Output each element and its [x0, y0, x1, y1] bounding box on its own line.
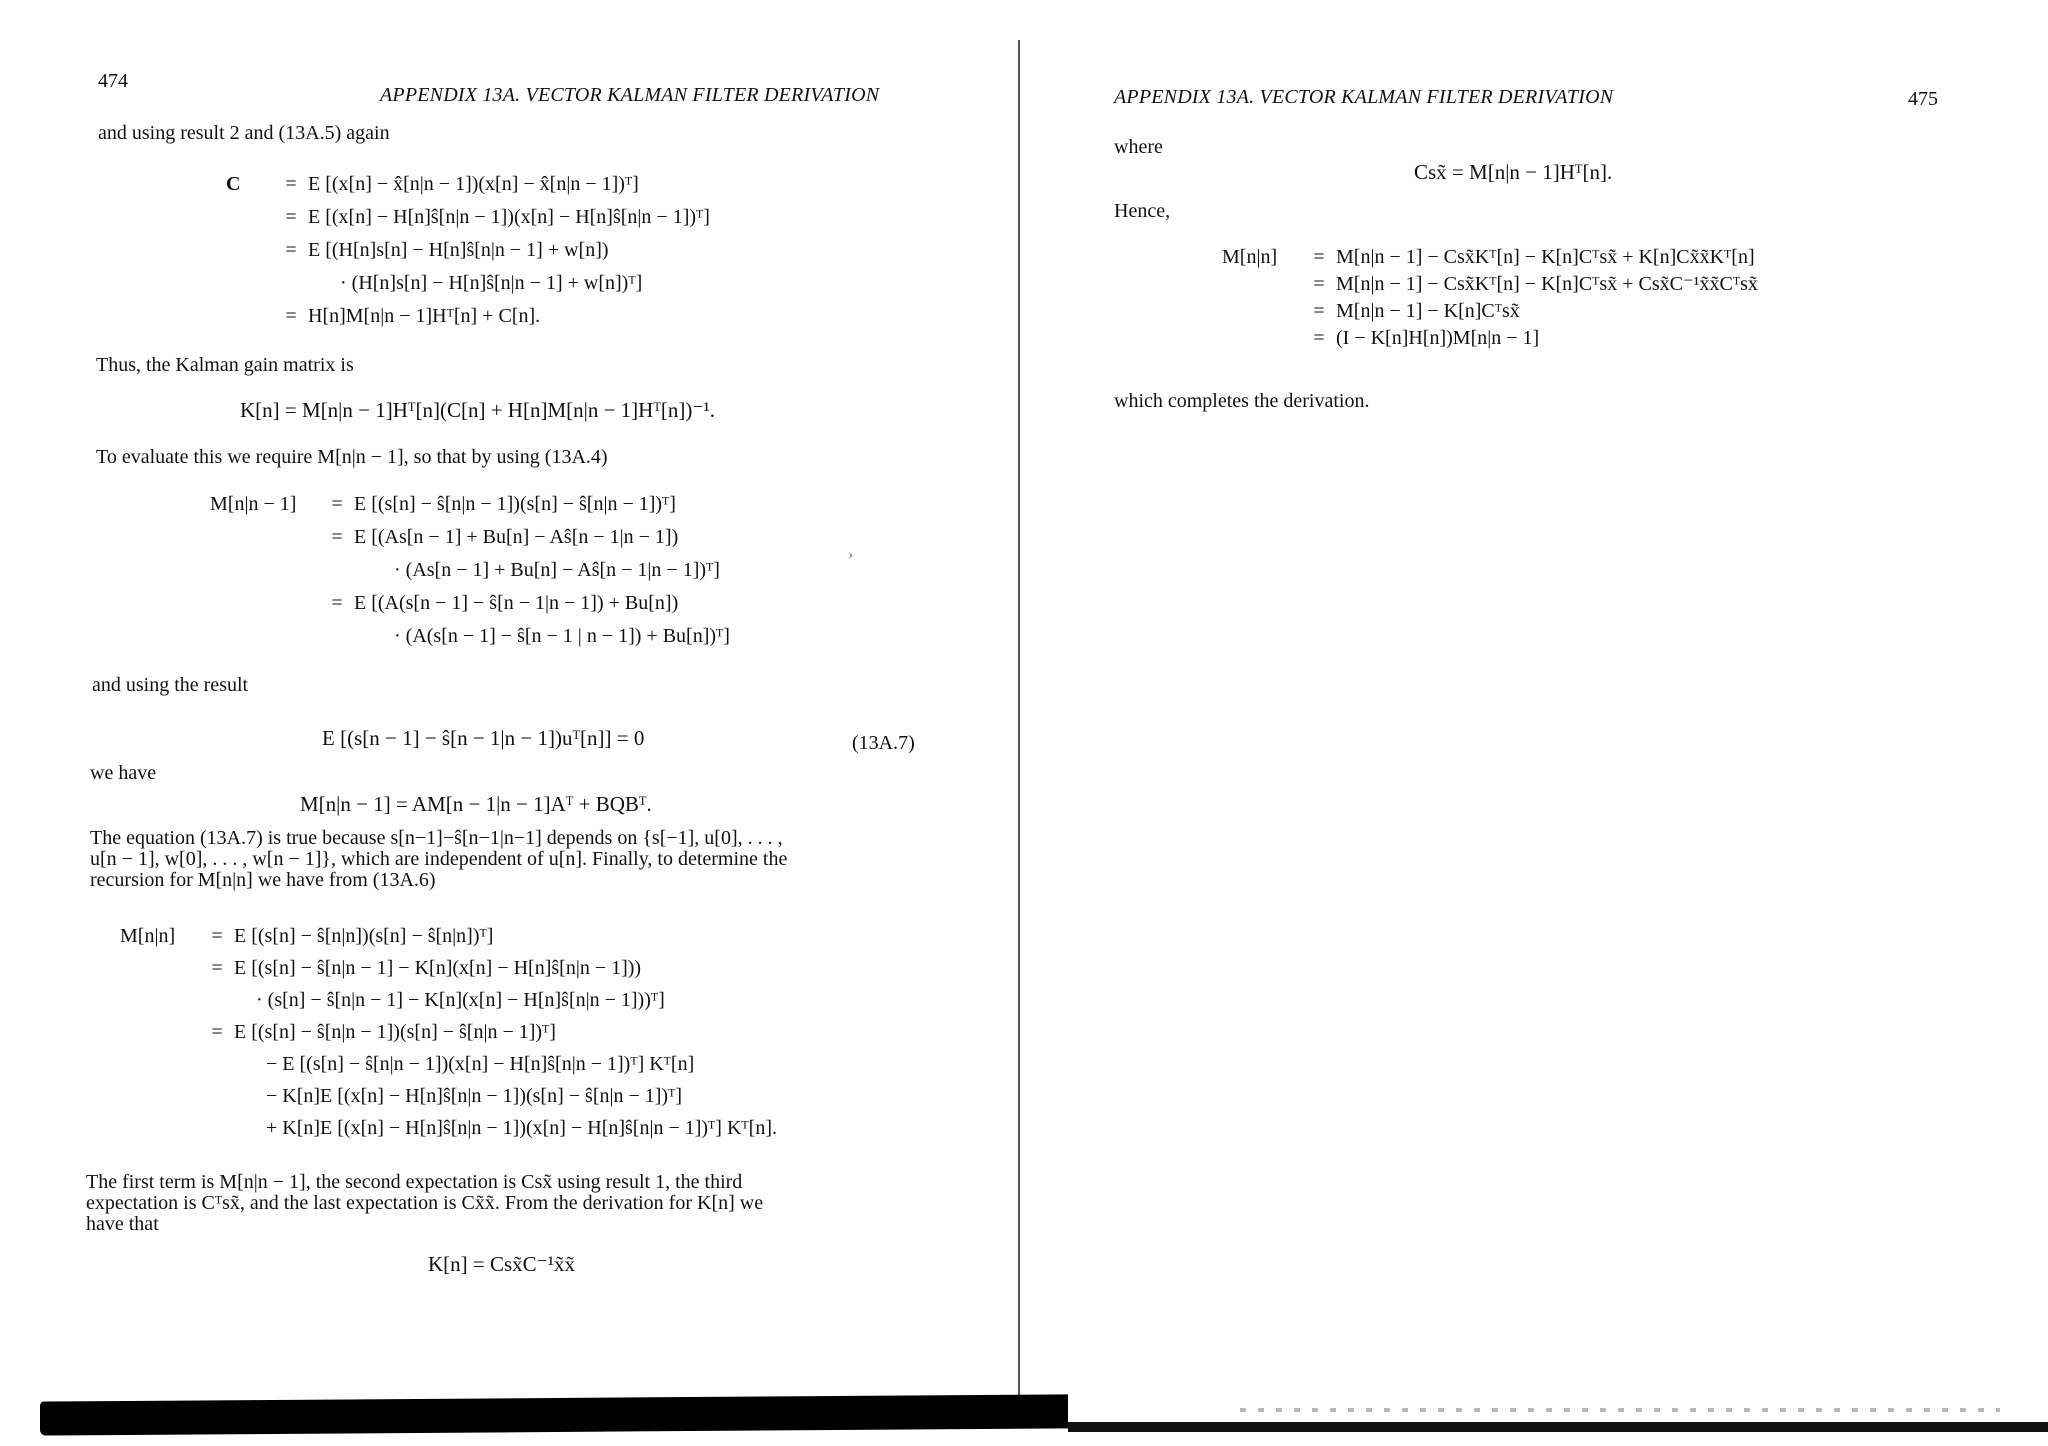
eq-rhs: + K[n]E [(x[n] − H[n]ŝ[n|n − 1])(x[n] − H[n]ŝ[n|n − 1])ᵀ] Kᵀ[n]. — [266, 1117, 777, 1139]
eq-line — [120, 920, 777, 952]
page-number: 475 — [1908, 88, 1938, 110]
kalman-gain-equation: K[n] = M[n|n − 1]Hᵀ[n](C[n] + H[n]M[n|n − 1]Hᵀ[n])⁻¹. — [240, 398, 716, 422]
eq-rel: = — [285, 239, 297, 261]
mnn-equation-block — [120, 920, 777, 1144]
eq-rhs: M[n|n − 1] − K[n]Cᵀsx̃ — [1336, 300, 1520, 322]
eq-rel: = — [1313, 273, 1325, 295]
eq-line — [120, 952, 777, 984]
equation-label: (13A.7) — [852, 732, 915, 754]
eq-line — [210, 587, 730, 620]
eq-rhs: M[n|n − 1] − Csx̃Kᵀ[n] − K[n]Cᵀsx̃ + K[n]Cx̃x̃Kᵀ[n] — [1336, 246, 1755, 268]
eq-line — [1222, 298, 1758, 325]
eq-rel: = — [285, 305, 297, 327]
eq-line — [210, 488, 730, 521]
eq-rhs: H[n]M[n|n − 1]Hᵀ[n] + C[n]. — [308, 305, 541, 327]
we-have-text: we have — [90, 762, 157, 784]
paragraph-line: u[n − 1], w[0], . . . , w[n − 1]}, which are independent of u[n]. Finally, to determine the — [90, 848, 788, 870]
eq-rel: = — [211, 957, 223, 979]
eq-line — [120, 1048, 777, 1080]
mpred-final-equation: M[n|n − 1] = AM[n − 1|n − 1]Aᵀ + BQBᵀ. — [300, 792, 652, 816]
eq-line — [120, 1080, 777, 1112]
eval-intro: To evaluate this we require M[n|n − 1], so that by using (13A.4) — [96, 446, 608, 468]
intro-text: and using result 2 and (13A.5) again — [98, 122, 390, 144]
paragraph-13A7 — [90, 828, 787, 891]
eq-rel: = — [285, 206, 297, 228]
eq-rel: = — [211, 1021, 223, 1043]
eq-rel: = — [1313, 327, 1325, 349]
eq-line — [1222, 325, 1758, 352]
eq-rhs: E [(s[n] − ŝ[n|n − 1])(s[n] − ŝ[n|n − 1])ᵀ] — [354, 493, 676, 515]
eq-rel: = — [211, 925, 223, 947]
eq-line — [226, 201, 710, 234]
eq-line — [226, 267, 710, 300]
paragraph-line: expectation is Cᵀsx̃, and the last expectation is Cx̃x̃. From the derivation for K[n] we — [86, 1192, 764, 1214]
eq-rhs: E [(x[n] − H[n]ŝ[n|n − 1])(x[n] − H[n]ŝ[n|n − 1])ᵀ] — [308, 206, 710, 228]
mpred-equation-block — [210, 488, 730, 653]
scan-noise — [1240, 1408, 2000, 1412]
paragraph-line: recursion for M[n|n] we have from (13A.6) — [90, 869, 436, 891]
eq-lhs: M[n|n − 1] — [210, 493, 297, 515]
eq-rhs: E [(x[n] − x̂[n|n − 1])(x[n] − x̂[n|n − 1])ᵀ] — [308, 173, 639, 195]
eq-rel: = — [1313, 246, 1325, 268]
closing-text: which completes the derivation. — [1114, 390, 1370, 412]
left-page — [0, 0, 1020, 1446]
csx-equation: Csx̃ = M[n|n − 1]Hᵀ[n]. — [1414, 160, 1613, 184]
eq-line — [120, 984, 777, 1016]
k-final-equation: K[n] = Csx̃C⁻¹x̃x̃ — [428, 1252, 576, 1276]
eq-line — [210, 554, 730, 587]
eq-line — [210, 620, 730, 653]
paragraph-line: have that — [86, 1213, 159, 1235]
eq-rhs: E [(s[n] − ŝ[n|n − 1] − K[n](x[n] − H[n]ŝ[n|n − 1])) — [234, 957, 642, 979]
paragraph-line: The equation (13A.7) is true because s[n−1]−ŝ[n−1|n−1] depends on {s[−1], u[0], . . . , — [90, 827, 783, 849]
czz-equation-block — [226, 168, 710, 333]
eq-rhs: · (s[n] − ŝ[n|n − 1] − K[n](x[n] − H[n]ŝ[n|n − 1]))ᵀ] — [256, 989, 665, 1011]
eq-rhs: E [(s[n] − ŝ[n|n − 1])(s[n] − ŝ[n|n − 1])ᵀ] — [234, 1021, 556, 1043]
eq-rel: = — [285, 173, 297, 195]
where-text: where — [1114, 136, 1163, 158]
gain-intro: Thus, the Kalman gain matrix is — [96, 354, 354, 376]
eq-rhs: (I − K[n]H[n])M[n|n − 1] — [1336, 327, 1540, 349]
eq-rhs: E [(A(s[n − 1] − ŝ[n − 1|n − 1]) + Bu[n]) — [354, 592, 679, 614]
eq-line — [120, 1016, 777, 1048]
eq-rhs: − E [(s[n] − ŝ[n|n − 1])(x[n] − H[n]ŝ[n|n − 1])ᵀ] Kᵀ[n] — [266, 1053, 695, 1075]
eq-rhs: · (As[n − 1] + Bu[n] − Aŝ[n − 1|n − 1])ᵀ] — [394, 559, 720, 581]
eq-rhs: E [(As[n − 1] + Bu[n] − Aŝ[n − 1|n − 1]) — [354, 526, 679, 548]
eq-rhs: E [(s[n] − ŝ[n|n])(s[n] − ŝ[n|n])ᵀ] — [234, 925, 494, 947]
eq-rel: = — [1313, 300, 1325, 322]
hence-text: Hence, — [1114, 200, 1171, 222]
right-page — [1020, 0, 2048, 1446]
scan-edge-line — [1068, 1422, 2048, 1432]
eq-lhs: M[n|n] — [1222, 246, 1278, 268]
eq-rhs: − K[n]E [(x[n] − H[n]ŝ[n|n − 1])(s[n] − ŝ[n|n − 1])ᵀ] — [266, 1085, 682, 1107]
scan-shadow-bar — [40, 1394, 1068, 1435]
eq-lhs: M[n|n] — [120, 925, 176, 947]
result-intro: and using the result — [92, 674, 249, 696]
eq-rel: = — [331, 526, 343, 548]
eq-line — [120, 1112, 777, 1144]
running-header: APPENDIX 13A. VECTOR KALMAN FILTER DERIVATION — [380, 84, 880, 106]
eq-rel: = — [331, 592, 343, 614]
eq-rhs: M[n|n − 1] − Csx̃Kᵀ[n] − K[n]Cᵀsx̃ + Csx̃C⁻¹x̃x̃Cᵀsx̃ — [1336, 273, 1758, 295]
eq-rhs: · (A(s[n − 1] − ŝ[n − 1 | n − 1]) + Bu[n])ᵀ] — [394, 625, 730, 647]
eq-rel: = — [331, 493, 343, 515]
result-equation: E [(s[n − 1] − ŝ[n − 1|n − 1])uᵀ[n]] = 0 — [322, 726, 645, 750]
eq-line — [1222, 244, 1758, 271]
eq-line — [226, 300, 710, 333]
eq-line — [210, 521, 730, 554]
eq-line — [226, 234, 710, 267]
eq-rhs: E [(H[n]s[n] − H[n]ŝ[n|n − 1] + w[n]) — [308, 239, 609, 261]
eq-line — [1222, 271, 1758, 298]
eq-lhs: C — [226, 173, 241, 195]
eq-line — [226, 168, 710, 201]
eq-rhs: · (H[n]s[n] − H[n]ŝ[n|n − 1] + w[n])ᵀ] — [340, 272, 643, 294]
paragraph-line: The first term is M[n|n − 1], the second expectation is Csx̃ using result 1, the third — [86, 1171, 743, 1193]
running-header: APPENDIX 13A. VECTOR KALMAN FILTER DERIVATION — [1114, 86, 1614, 108]
paragraph-expectations — [86, 1172, 763, 1235]
stray-mark: › — [848, 546, 854, 563]
mnn-final-block — [1222, 244, 1758, 352]
page-number: 474 — [98, 70, 128, 92]
